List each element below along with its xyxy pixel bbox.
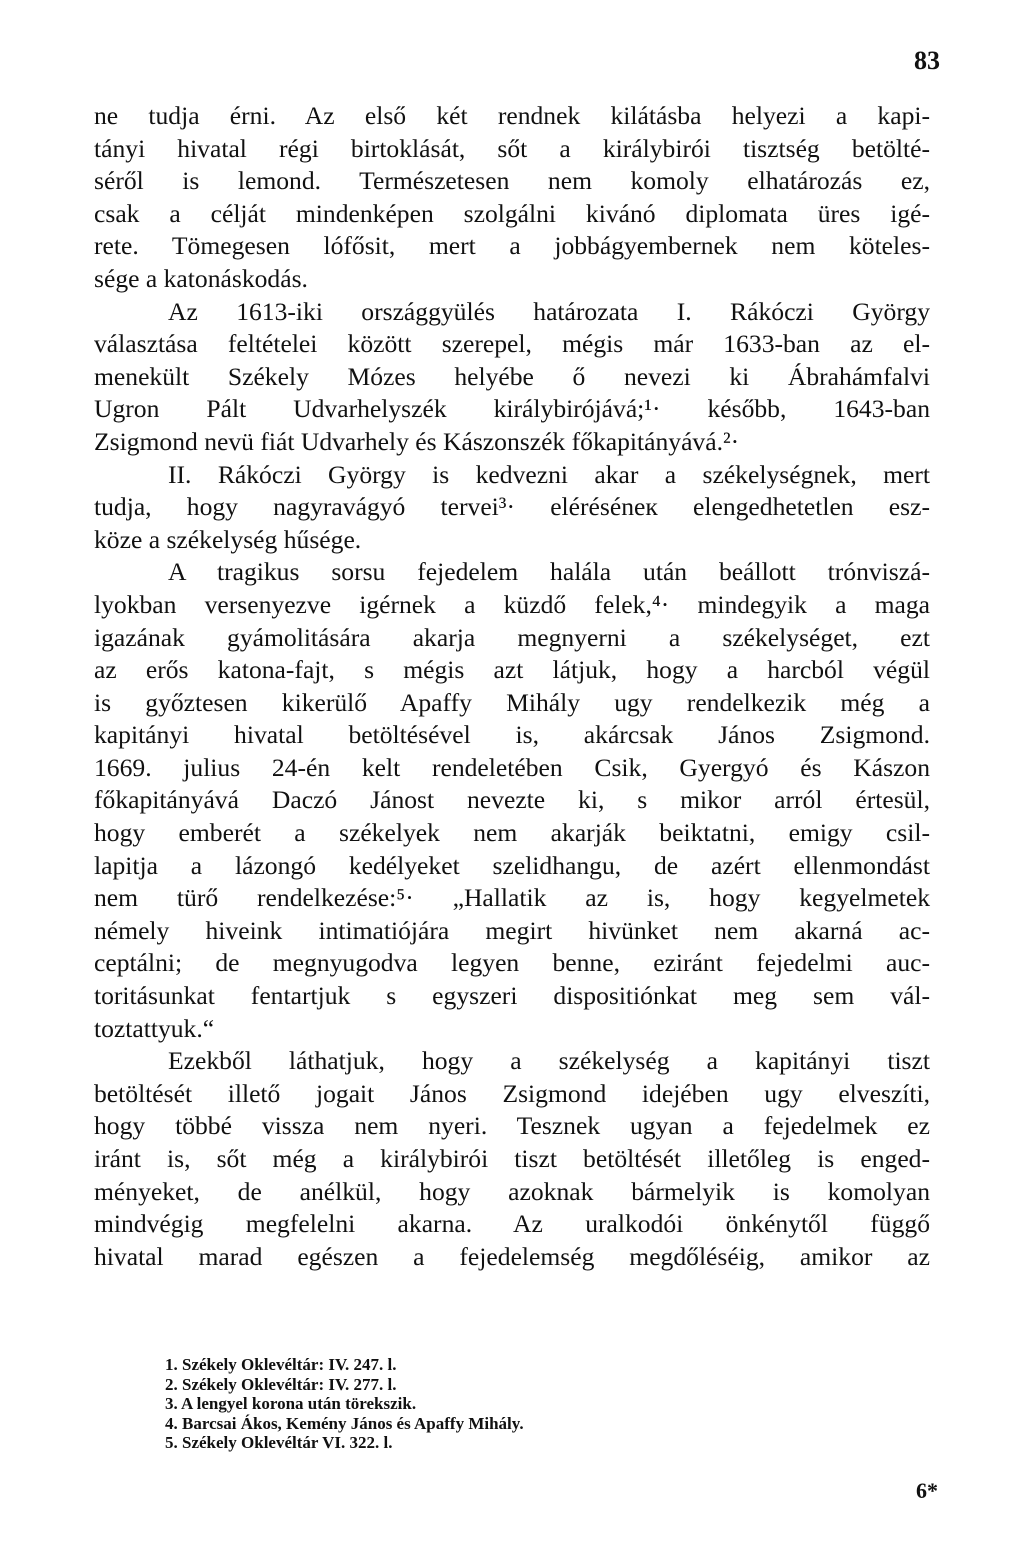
text-line: Ugron Pált Udvarhelyszék királybirójává;¹· később, 1643-ban — [94, 394, 930, 424]
footnote: 1. Székely Oklevéltár: IV. 247. l. — [165, 1355, 397, 1374]
text-line: betöltését illető jogait János Zsigmond idejében ugy elveszíti, — [94, 1078, 930, 1108]
text-line: iránt is, sőt még a királybirói tiszt betöltését illetőleg is enged- — [94, 1144, 930, 1173]
text-line: séről is lemond. Természetesen nem komoly elhatározás ez, — [94, 166, 930, 196]
text-line: igazának gyámolitására akarja megnyerni a székelységet, ezt — [94, 622, 930, 652]
text-line: tányi hivatal régi birtoklását, sőt a királybirói tisztség betölté- — [94, 133, 930, 163]
text-line: nem türő rendelkezése:⁵· „Hallatik az is, hogy kegyelmetek — [94, 883, 930, 913]
text-line: is győztesen kikerülő Apaffy Mihály ugy rendelkezik még a — [94, 687, 930, 717]
footnote: 5. Székely Oklevéltár VI. 322. l. — [165, 1433, 393, 1453]
text-line: sége a katonáskodás. — [94, 263, 308, 293]
text-line: némely hiveink intimatiójára megirt hivünket nem akarná ac- — [94, 915, 930, 945]
text-line: Ezekből láthatjuk, hogy a székelység a kapitányi tiszt — [168, 1046, 930, 1076]
footnote: 4. Barcsai Ákos, Kemény János és Apaffy Mihály. — [165, 1413, 524, 1433]
text-line: tudja, hogy nagyravágyó tervei³· eléréséneк elengedhetetlen esz- — [94, 492, 930, 522]
text-line: rete. Tömegesen lófősit, mert a jobbágyembernek nem köteles- — [94, 231, 930, 261]
text-line: menekült Székely Mózes helyébe ő nevezi ki Ábrahámfalvi — [94, 361, 930, 391]
text-line: toritásunkat fentartjuk s egyszeri dispositiónkat meg sem vál- — [94, 981, 930, 1011]
footnote: 2. Székely Oklevéltár: IV. 277. l. — [165, 1374, 397, 1394]
text-line: ne tudja érni. Az első két rendnek kilátásba helyezi a kapi- — [94, 101, 930, 130]
text-line: hivatal marad egészen a fejedelemség megdőléséig, amikor az — [94, 1241, 930, 1271]
text-line: toztattyuk.“ — [94, 1013, 215, 1043]
footnote: 3. A lengyel korona után törekszik. — [165, 1394, 417, 1414]
signature-mark: 6* — [916, 1478, 938, 1503]
text-line: hogy többé vissza nem nyeri. Tesznek ugyan a fejedelmek ez — [94, 1111, 930, 1141]
text-line: hogy emberét a székelyek nem akarják beiktatni, emigy csil- — [94, 818, 930, 848]
text-line: 1669. julius 24-én kelt rendeletében Csik, Gyergyó és Kászon — [94, 752, 930, 782]
text-line: kapitányi hivatal betöltésével is, akárcsak János Zsigmond. — [94, 720, 930, 750]
text-line: csak a célját mindenképen szolgálni kivánó diplomata üres igé- — [94, 198, 930, 228]
footnotes — [165, 1355, 524, 1453]
text-line: A tragikus sorsu fejedelem halála után beállott trónviszá- — [168, 557, 930, 587]
text-line: Az 1613-iki országgyülés határozata I. Rákóczi György — [168, 296, 930, 326]
text-line: köze a székelység hűsége. — [94, 524, 362, 554]
text-line: ményeket, de anélkül, hogy azoknak bármelyik is komolyan — [94, 1176, 930, 1206]
text-line: választása feltételei között szerepel, mégis már 1633-ban az el- — [94, 329, 930, 359]
page-number: 83 — [914, 46, 940, 75]
body-text — [94, 100, 930, 1273]
text-line: Zsigmond nevü fiát Udvarhely és Kászonszék főkapitányává.²· — [94, 426, 740, 456]
text-line: főkapitányává Daczó Jánost nevezte ki, s mikor arról értesül, — [94, 785, 930, 815]
text-line: az erős katona-fajt, s mégis azt látjuk, hogy a harcból végül — [94, 655, 930, 685]
text-line: II. Rákóczi György is kedvezni akar a székelységnek, mert — [168, 459, 930, 489]
text-line: mindvégig megfelelni akarna. Az uralkodói önkénytől függő — [94, 1209, 930, 1239]
text-line: lyokban versenyezve igérnek a küzdő felek,⁴· mindegyik a maga — [94, 589, 930, 619]
text-line: lapitja a lázongó kedélyeket szelidhangu, de azért ellenmondást — [94, 850, 930, 880]
text-line: ceptálni; de megnyugodva legyen benne, eziránt fejedelmi auc- — [94, 948, 930, 978]
